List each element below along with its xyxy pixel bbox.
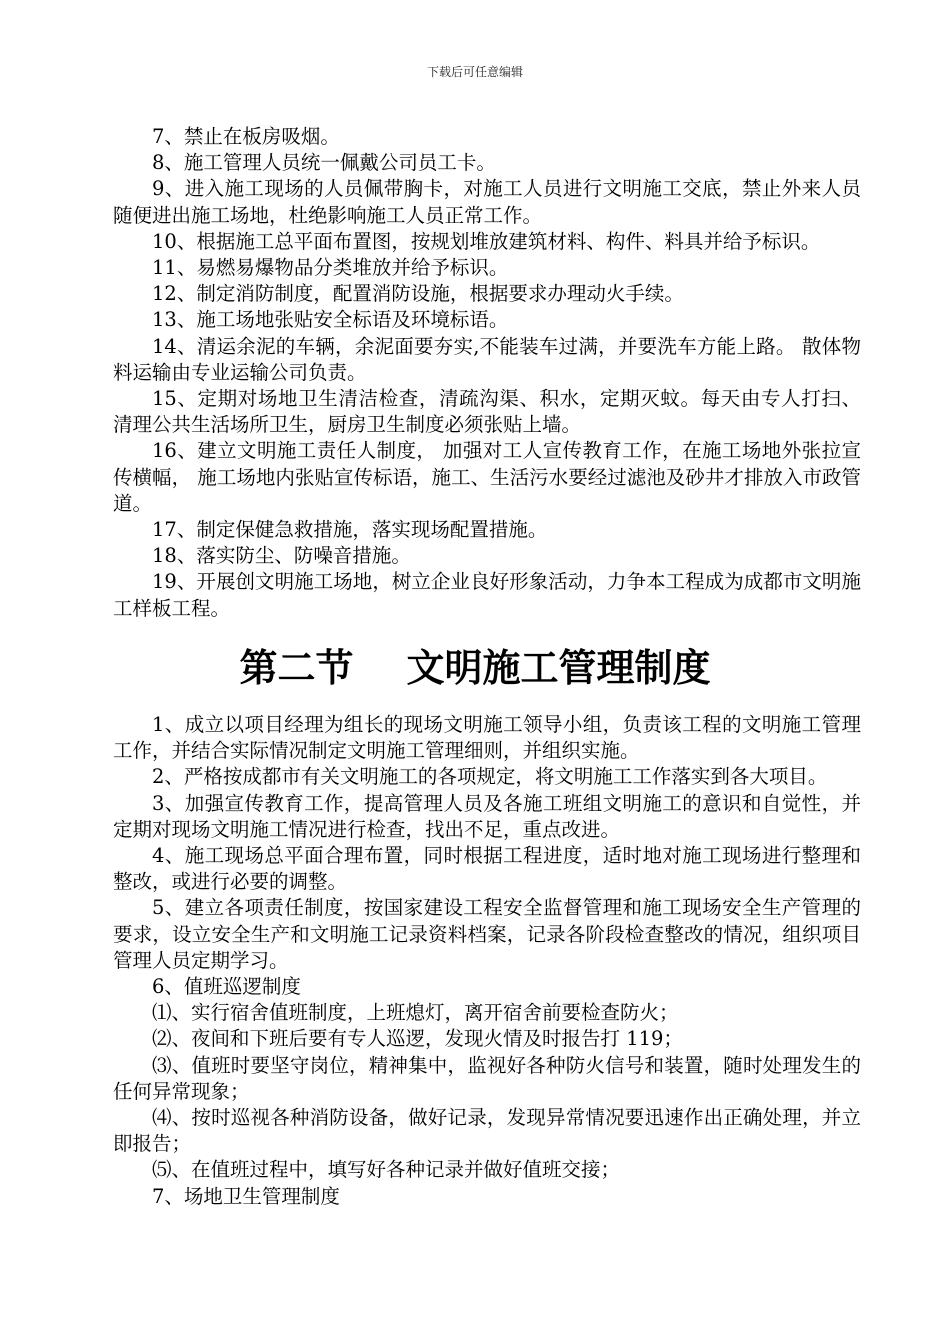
paragraph: 15、定期对场地卫生清洁检查，清疏沟渠、积水，定期灭蚊。每天由专人打扫、 清理公共生活场所卫生，厨房卫生制度必须张贴上墙。 [113, 387, 861, 437]
rules-list-after [113, 712, 861, 1210]
paragraph: 1、成立以项目经理为组长的现场文明施工领导小组，负责该工程的文明施工管理工作，并结合实际情况制定文明施工管理细则，并组织实施。 [113, 713, 861, 763]
paragraph: 7、禁止在板房吸烟。 [152, 125, 340, 148]
header-note: 下载后可任意编辑 [426, 65, 523, 79]
paragraph: ⑴、实行宿舍值班制度，上班熄灯，离开宿舍前要检查防火； [152, 1001, 679, 1025]
paragraph: 7、场地卫生管理制度 [152, 1184, 340, 1208]
paragraph: 19、开展创文明施工场地，树立企业良好形象活动，力争本工程成为成都市文明施工样板工程。 [113, 570, 861, 620]
rules-list-before [113, 124, 861, 622]
paragraph: 6、值班巡逻制度 [152, 975, 301, 999]
paragraph: 14、清运余泥的车辆，余泥面要夯实,不能装车过满，并要洗车方能上路。 散体物料运输由专业运输公司负责。 [113, 334, 861, 384]
paragraph: ⑵、夜间和下班后要有专人巡逻，发现火情及时报告打 119； [152, 1027, 683, 1051]
paragraph: ⑸、在值班过程中，填写好各种记录并做好值班交接； [152, 1158, 621, 1182]
paragraph: 3、加强宣传教育工作，提高管理人员及各施工班组文明施工的意识和自觉性，并定期对现场文明施工情况进行检查，找出不足，重点改进。 [113, 791, 861, 841]
paragraph: 10、根据施工总平面布置图，按规划堆放建筑材料、构件、料具并给予标识。 [152, 229, 821, 253]
paragraph: 9、进入施工现场的人员佩带胸卡，对施工人员进行文明施工交底，禁止外来人员随便进出施工场地，杜绝影响施工人员正常工作。 [113, 177, 861, 227]
paragraph: 11、易燃易爆物品分类堆放并给予标识。 [152, 256, 509, 280]
paragraph: ⑶、值班时要坚守岗位，精神集中，监视好各种防火信号和装置，随时处理发生的任何异常现象； [113, 1053, 861, 1103]
paragraph: 2、严格按成都市有关文明施工的各项规定，将文明施工工作落实到各大项目。 [152, 765, 828, 789]
paragraph: 12、制定消防制度，配置消防设施，根据要求办理动火手续。 [152, 282, 684, 306]
paragraph: 18、落实防尘、防噪音措施。 [152, 544, 411, 568]
paragraph: 8、施工管理人员统一佩戴公司员工卡。 [152, 151, 496, 175]
paragraph: ⑷、按时巡视各种消防设备，做好记录，发现异常情况要迅速作出正确处理，并立即报告； [113, 1106, 861, 1156]
paragraph: 17、制定保健急救措施，落实现场配置措施。 [152, 518, 548, 542]
paragraph: 5、建立各项责任制度，按国家建设工程安全监督管理和施工现场安全生产管理的要求，设立安全生产和文明施工记录资料档案，记录各阶段检查整改的情况，组织项目管理人员定期学习。 [113, 896, 861, 972]
paragraph: 4、施工现场总平面合理布置，同时根据工程进度，适时地对施工现场进行整理和整改，或进行必要的调整。 [113, 844, 861, 894]
paragraph: 13、施工场地张贴安全标语及环境标语。 [152, 308, 509, 332]
section-title: 第二节 文明施工管理制度 [239, 646, 711, 690]
paragraph: 16、建立文明施工责任人制度， 加强对工人宣传教育工作，在施工场地外张拉宣传横幅， 施工场地内张贴宣传标语，施工、生活污水要经过滤池及砂井才排放入市政管道。 [113, 439, 861, 515]
